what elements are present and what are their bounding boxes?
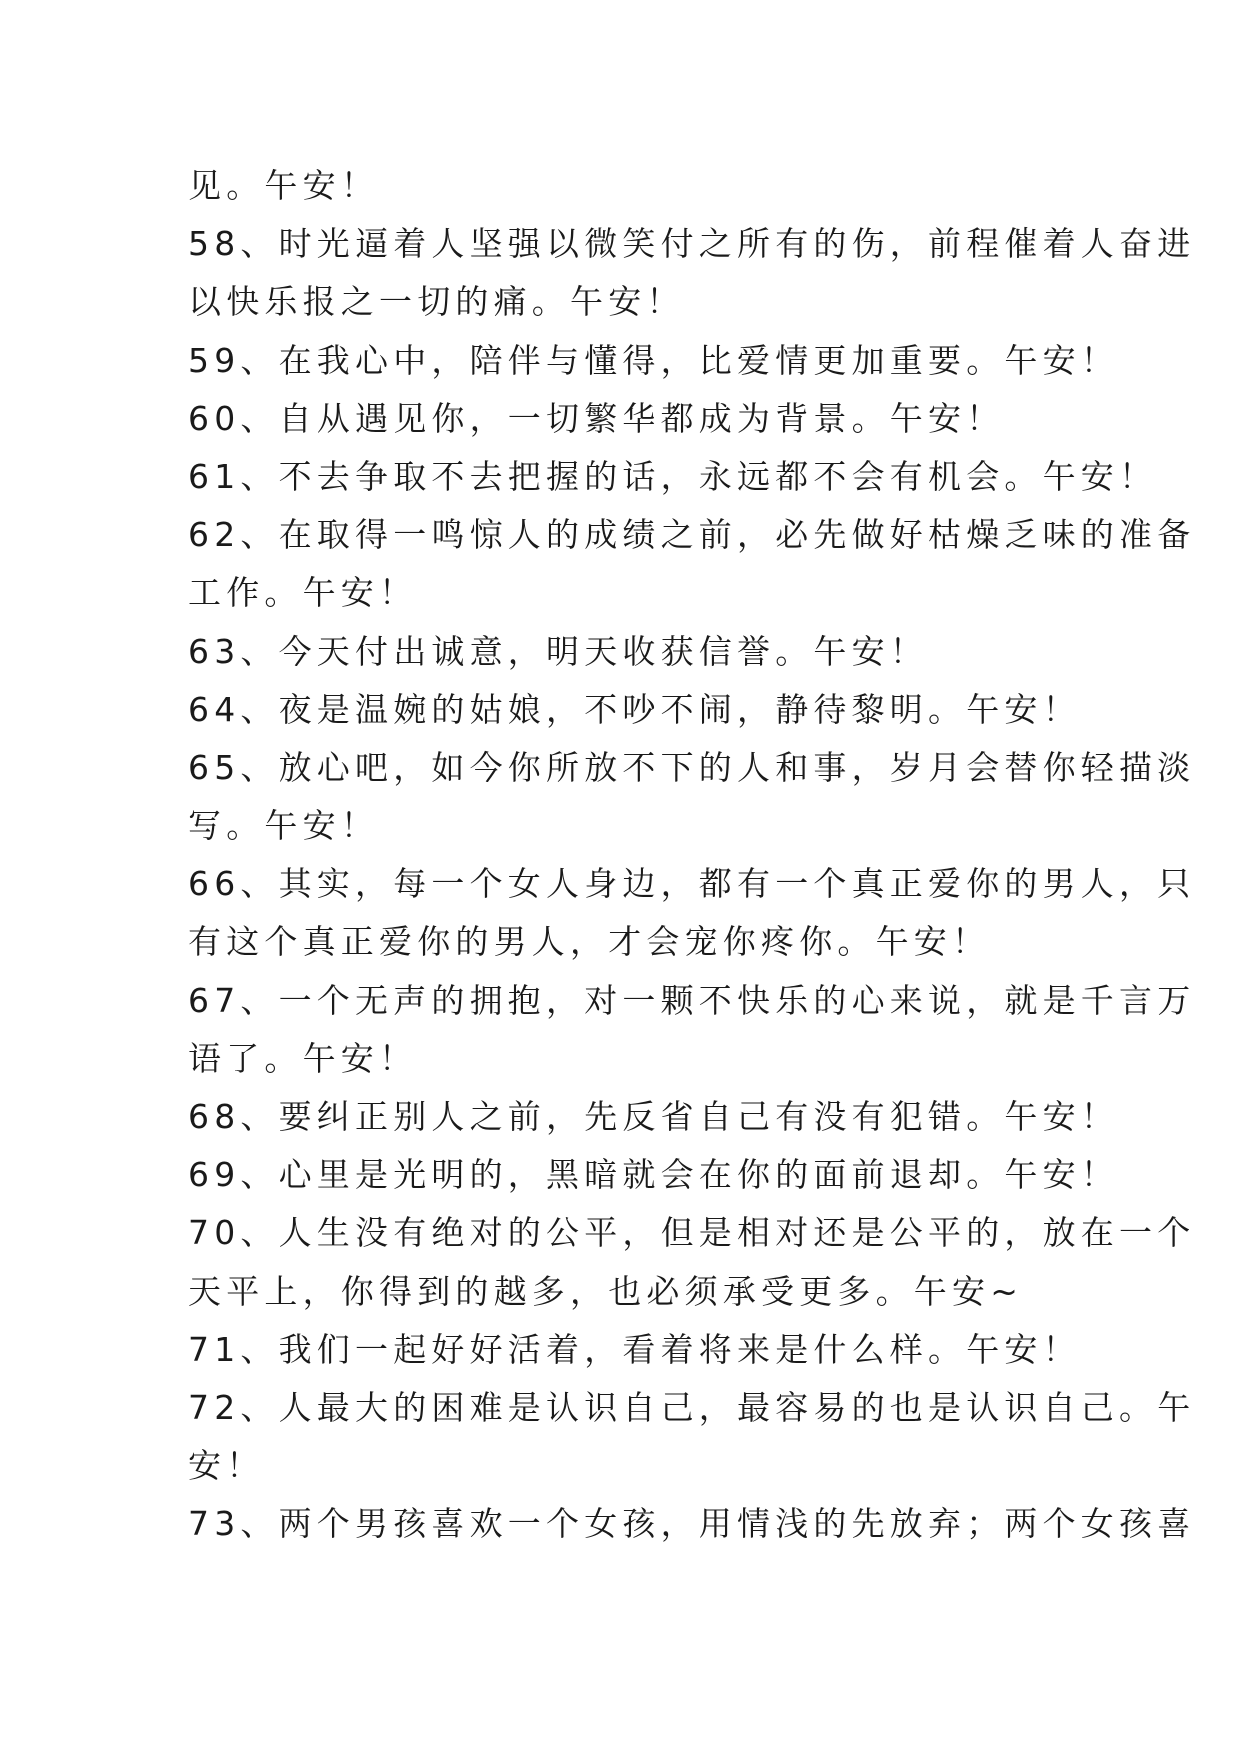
text-line: 69、心里是光明的，黑暗就会在你的面前退却。午安！: [188, 1155, 1119, 1195]
text-line: 工作。午安！: [188, 573, 418, 613]
text-line: 65、放心吧，如今你所放不下的人和事，岁月会替你轻描淡: [188, 747, 1196, 787]
text-line: 58、时光逼着人坚强以微笑付之所有的伤，前程催着人奋进: [188, 224, 1196, 264]
text-line: 62、在取得一鸣惊人的成绩之前，必先做好枯燥乏味的准备: [188, 515, 1196, 555]
text-line: 以快乐报之一切的痛。午安！: [188, 282, 685, 322]
text-line: 天平上，你得到的越多，也必须承受更多。午安~: [188, 1271, 1024, 1311]
text-line: 70、人生没有绝对的公平，但是相对还是公平的，放在一个: [188, 1213, 1196, 1253]
text-line: 语了。午安！: [188, 1038, 418, 1078]
text-line: 63、今天付出诚意，明天收获信誉。午安！: [188, 631, 928, 671]
text-line: 安！: [188, 1446, 265, 1486]
text-line: 见。午安！: [188, 166, 379, 205]
text-line: 73、两个男孩喜欢一个女孩，用情浅的先放弃；两个女孩喜: [188, 1504, 1196, 1544]
text-line: 写。午安！: [188, 806, 379, 846]
text-line: 有这个真正爱你的男人，才会宠你疼你。午安！: [188, 922, 991, 962]
text-line: 66、其实，每一个女人身边，都有一个真正爱你的男人，只: [188, 864, 1196, 904]
text-line: 61、不去争取不去把握的话，永远都不会有机会。午安！: [188, 456, 1158, 496]
text-line: 67、一个无声的拥抱，对一颗不快乐的心来说，就是千言万: [188, 980, 1196, 1020]
text-line: 68、要纠正别人之前，先反省自己有没有犯错。午安！: [188, 1097, 1119, 1136]
text-line: 71、我们一起好好活着，看着将来是什么样。午安！: [188, 1329, 1081, 1369]
document-body: [188, 157, 1196, 1554]
text-line: 64、夜是温婉的姑娘，不吵不闹，静待黎明。午安！: [188, 689, 1081, 729]
text-line: 59、在我心中，陪伴与懂得，比爱情更加重要。午安！: [188, 340, 1119, 380]
text-line: 72、人最大的困难是认识自己，最容易的也是认识自己。午: [188, 1387, 1196, 1427]
text-line: 60、自从遇见你，一切繁华都成为背景。午安！: [188, 398, 1005, 438]
